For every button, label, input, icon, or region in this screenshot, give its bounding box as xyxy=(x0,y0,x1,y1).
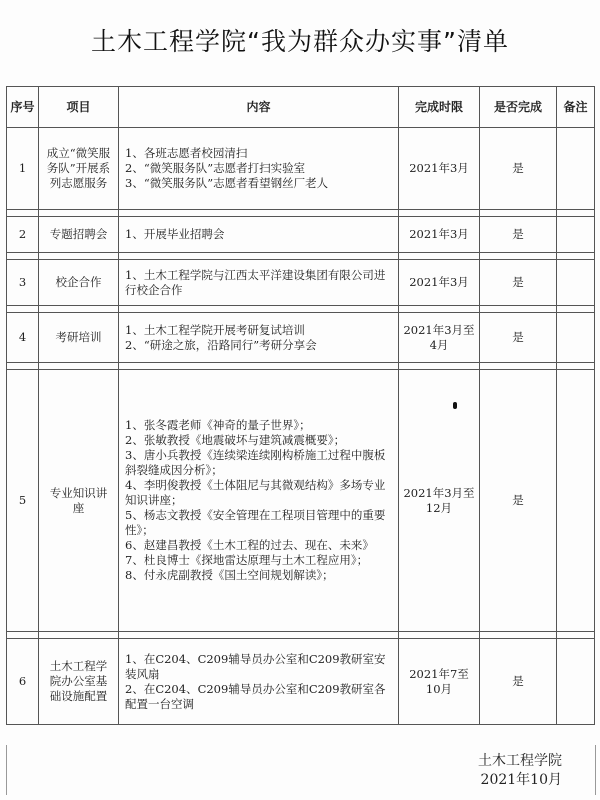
row-note xyxy=(557,217,595,253)
table-body xyxy=(7,128,595,725)
row-done: 是 xyxy=(480,639,557,725)
content-line: 1、开展毕业招聘会 xyxy=(125,227,225,241)
row-no: 3 xyxy=(7,260,39,306)
row-time: 2021年3月 xyxy=(399,217,480,253)
row-done: 是 xyxy=(480,128,557,210)
content-line: 1、在C204、C209辅导员办公室和C209教研室安装风扇 xyxy=(125,651,386,681)
row-note xyxy=(557,313,595,363)
content-line: 4、李明俊教授《土体阻尼与其微观结构》多场专业知识讲座； xyxy=(125,478,386,507)
content-line: 2、“研途之旅，沿路同行”考研分享会 xyxy=(125,337,317,352)
row-no: 5 xyxy=(7,370,39,632)
content-line: 1、各班志愿者校园清扫 xyxy=(125,146,248,160)
row-done: 是 xyxy=(480,260,557,306)
row-no: 2 xyxy=(7,217,39,253)
row-note xyxy=(557,260,595,306)
row-no: 6 xyxy=(7,639,39,725)
row-content xyxy=(119,370,399,632)
row-time: 2021年7至10月 xyxy=(399,639,480,725)
header-done: 是否完成 xyxy=(480,87,557,128)
row-project: 土木工程学院办公室基础设施配置 xyxy=(39,639,119,725)
row-gap xyxy=(7,632,595,639)
row-no: 4 xyxy=(7,313,39,363)
row-time: 2021年3月 xyxy=(399,260,480,306)
row-project: 成立“微笑服务队”开展系列志愿服务 xyxy=(39,128,119,210)
content-line: 3、唐小兵教授《连续梁连续刚构桥施工过程中腹板斜裂缝成因分析》； xyxy=(125,448,386,477)
row-project: 校企合作 xyxy=(39,260,119,306)
header-time: 完成时限 xyxy=(399,87,480,128)
table-row xyxy=(7,217,595,253)
row-project: 专业知识讲座 xyxy=(39,370,119,632)
footer-org: 土木工程学院 xyxy=(478,753,562,769)
content-line: 2、张敏教授《地震破坏与建筑减震概要》； xyxy=(125,433,346,447)
content-line: 3、“微笑服务队”志愿者看望钢丝厂老人 xyxy=(125,176,329,190)
task-list-table xyxy=(6,86,595,725)
signature-block xyxy=(478,752,562,790)
content-line: 7、杜良博士《探地雷达原理与土木工程应用》； xyxy=(125,553,369,567)
row-time: 2021年3月至12月 xyxy=(399,370,480,632)
row-project: 考研培训 xyxy=(39,313,119,363)
row-no: 1 xyxy=(7,128,39,210)
row-content xyxy=(119,128,399,210)
table-row xyxy=(7,639,595,725)
content-line: 1、土木工程学院与江西太平洋建设集团有限公司进行校企合作 xyxy=(125,267,386,297)
row-project: 专题招聘会 xyxy=(39,217,119,253)
row-gap xyxy=(7,210,595,217)
row-gap xyxy=(7,363,595,370)
row-time: 2021年3月至4月 xyxy=(399,313,480,363)
row-content xyxy=(119,313,399,363)
row-done: 是 xyxy=(480,217,557,253)
row-done: 是 xyxy=(480,370,557,632)
header-no: 序号 xyxy=(7,87,39,128)
content-line: 8、付永虎副教授《国土空间规划解读》； xyxy=(125,568,334,582)
content-line: 6、赵建昌教授《土木工程的过去、现在、未来》 xyxy=(125,538,374,552)
table-row xyxy=(7,260,595,306)
row-note xyxy=(557,370,595,632)
header-note: 备注 xyxy=(557,87,595,128)
row-content xyxy=(119,217,399,253)
content-line: 2、“微笑服务队”志愿者打扫实验室 xyxy=(125,161,306,175)
content-line: 2、在C204、C209辅导员办公室和C209教研室各配置一台空调 xyxy=(125,681,386,711)
row-content xyxy=(119,639,399,725)
content-line: 1、土木工程学院开展考研复试培训 xyxy=(125,322,305,337)
row-gap xyxy=(7,306,595,313)
header-content: 内容 xyxy=(119,87,399,128)
row-note xyxy=(557,639,595,725)
document-title: 土木工程学院“我为群众办实事”清单 xyxy=(91,27,509,56)
table-row xyxy=(7,313,595,363)
table-row xyxy=(7,370,595,632)
content-line: 1、张冬霞老师《神奇的量子世界》； xyxy=(125,418,311,432)
footer-date: 2021年10月 xyxy=(480,772,562,788)
header-project: 项目 xyxy=(39,87,119,128)
row-time: 2021年3月 xyxy=(399,128,480,210)
content-line: 5、杨志文教授《安全管理在工程项目管理中的重要性》； xyxy=(125,508,386,537)
table-row xyxy=(7,128,595,210)
row-note xyxy=(557,128,595,210)
table-header-row xyxy=(7,87,595,128)
row-done: 是 xyxy=(480,313,557,363)
row-gap xyxy=(7,253,595,260)
row-content xyxy=(119,260,399,306)
stray-mark xyxy=(453,402,457,409)
